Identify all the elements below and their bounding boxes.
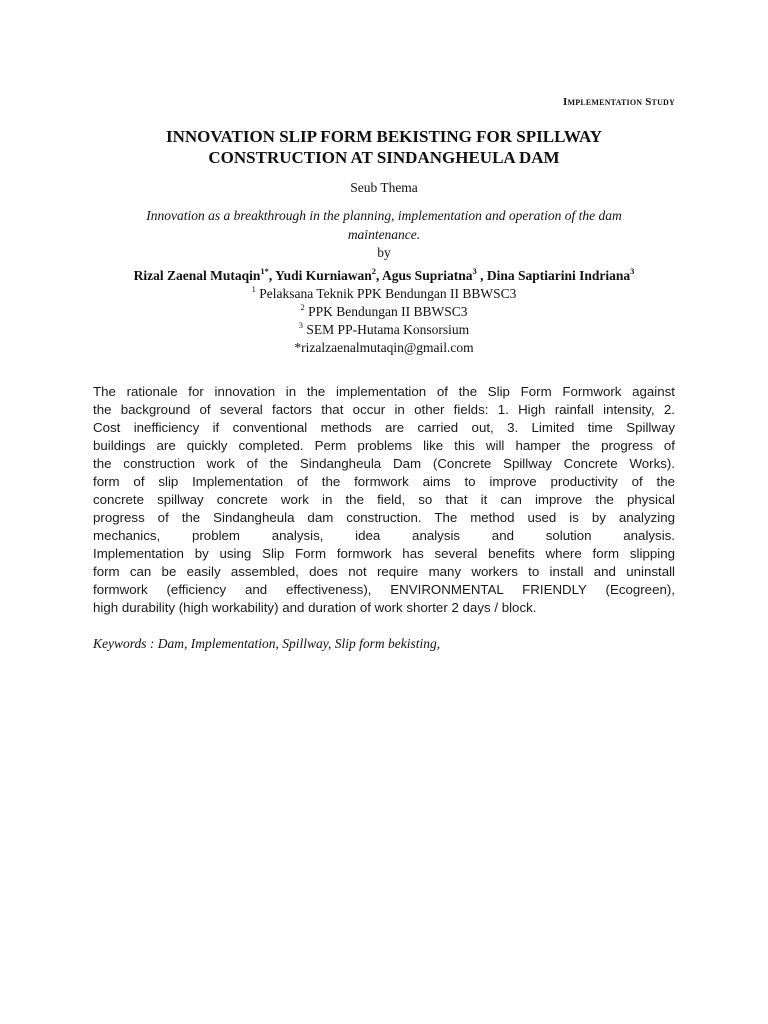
abstract-line: formwork (efficiency and effectiveness), ENVIRONMENTAL FRIENDLY (Ecogreen), [93, 582, 675, 597]
theme-line-2: maintenance. [347, 227, 421, 242]
abstract-line: form can be easily assembled, does not require many workers to install and uninstall [93, 564, 675, 579]
abstract-line: mechanics, problem analysis, idea analysis and solution analysis. [93, 528, 675, 543]
author-name: Rizal Zaenal Mutaqin [133, 268, 261, 283]
section-label: Implementation Study [563, 96, 675, 108]
author-name: Agus Supriatna [382, 268, 473, 283]
abstract-line: the background of several factors that occur in other fields: 1. High rainfall intensity, 2. [93, 402, 675, 417]
author-affiliation-mark: 3 [472, 266, 477, 276]
abstract-line: progress of the Sindangheula dam construction. The method used is by analyzing [93, 510, 675, 525]
affiliation-text: Pelaksana Teknik PPK Bendungan II BBWSC3 [255, 286, 517, 301]
affiliation-1 [90, 286, 678, 302]
paper-title [90, 126, 678, 168]
author-affiliation-mark: 2 [371, 266, 377, 276]
by-line: by [377, 245, 391, 260]
corresponding-email: *rizalzaenalmutaqin@gmail.com [294, 340, 474, 355]
affiliation-text: PPK Bendungan II BBWSC3 [304, 304, 468, 319]
author-name: Dina Saptiarini Indriana [486, 268, 631, 283]
theme-statement [90, 206, 678, 244]
author-separator: , [268, 268, 276, 283]
keywords: Keywords : Dam, Implementation, Spillway, Slip form bekisting, [93, 636, 441, 651]
abstract-line: high durability (high workability) and duration of work shorter 2 days / block. [93, 600, 537, 615]
title-line-2: CONSTRUCTION AT SINDANGHEULA DAM [208, 148, 560, 167]
title-line-1: INNOVATION SLIP FORM BEKISTING FOR SPILLWAY [166, 127, 602, 146]
abstract-line: concrete spillway concrete work in the field, so that it can improve the physical [93, 492, 675, 507]
author-name: Yudi Kurniawan [275, 268, 372, 283]
affiliation-mark: 1 [251, 284, 256, 294]
abstract-line: Cost inefficiency if conventional methods are carried out, 3. Limited time Spillway [93, 420, 675, 435]
abstract-line: Implementation by using Slip Form formwork has several benefits where form slipping [93, 546, 675, 561]
affiliation-mark: 2 [300, 302, 305, 312]
author-separator: , [476, 268, 487, 283]
author-affiliation-mark: 3 [630, 266, 635, 276]
affiliation-3 [90, 322, 678, 338]
affiliation-2 [90, 304, 678, 320]
affiliation-mark: 3 [298, 320, 304, 330]
author-separator: , [376, 268, 383, 283]
abstract-line: form of slip Implementation of the formwork aims to improve productivity of the [93, 474, 675, 489]
author-list [90, 268, 678, 284]
theme-line-1: Innovation as a breakthrough in the planning, implementation and operation of the dam [146, 208, 622, 223]
affiliation-text: SEM PP-Hutama Konsorsium [303, 322, 470, 337]
subtitle: Seub Thema [350, 180, 418, 195]
author-affiliation-mark: 1* [260, 266, 269, 276]
abstract-line: buildings are quickly completed. Perm problems like this will hamper the progress of [93, 438, 675, 453]
abstract-line: the construction work of the Sindangheula Dam (Concrete Spillway Concrete Works). [93, 456, 675, 471]
abstract-body [93, 383, 675, 617]
abstract-line: The rationale for innovation in the implementation of the Slip Form Formwork against [93, 384, 675, 399]
